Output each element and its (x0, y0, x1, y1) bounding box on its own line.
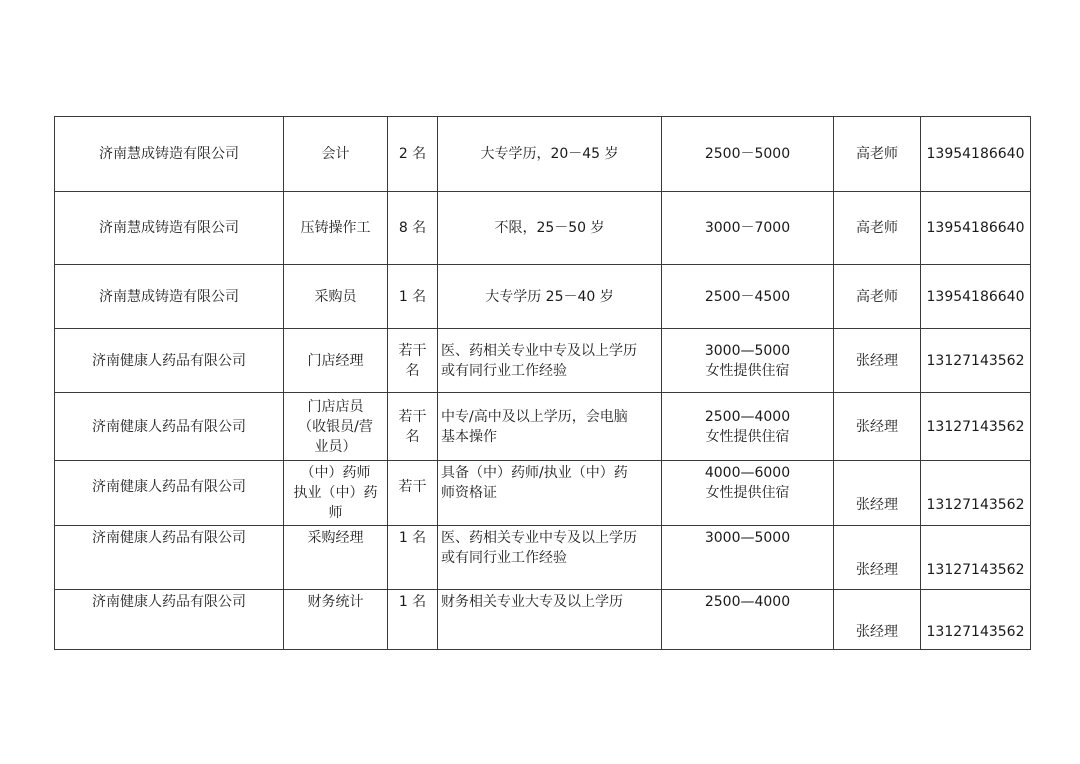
table-row (55, 393, 1031, 461)
requirements-cell: 大专学历 25－40 岁 (438, 265, 662, 329)
count-cell: 1 名 (388, 526, 438, 590)
company-cell: 济南健康人药品有限公司 (55, 461, 284, 526)
count-cell: 若干 (388, 461, 438, 526)
company-cell: 济南健康人药品有限公司 (55, 590, 284, 650)
salary-cell: 2500—4000 (662, 590, 834, 650)
salary-cell: 3000—5000 女性提供住宿 (662, 329, 834, 393)
contact-cell: 张经理 (834, 329, 921, 393)
salary-cell: 4000—6000 女性提供住宿 (662, 461, 834, 526)
phone-cell: 13127143562 (921, 393, 1031, 461)
company-cell: 济南慧成铸造有限公司 (55, 265, 284, 329)
phone-cell: 13954186640 (921, 192, 1031, 265)
count-cell: 2 名 (388, 117, 438, 192)
contact-cell: 高老师 (834, 117, 921, 192)
phone-cell: 13127143562 (921, 526, 1031, 590)
requirements-cell: 不限，25－50 岁 (438, 192, 662, 265)
company-cell: 济南慧成铸造有限公司 (55, 192, 284, 265)
requirements-cell: 大专学历，20－45 岁 (438, 117, 662, 192)
table-row (55, 461, 1031, 526)
phone-cell: 13127143562 (921, 590, 1031, 650)
requirements-cell: 医、药相关专业中专及以上学历 或有同行业工作经验 (438, 329, 662, 393)
contact-cell: 张经理 (834, 393, 921, 461)
contact-cell: 张经理 (834, 526, 921, 590)
salary-cell: 2500－5000 (662, 117, 834, 192)
table-row (55, 526, 1031, 590)
table-row (55, 192, 1031, 265)
count-cell: 1 名 (388, 590, 438, 650)
position-cell: 财务统计 (284, 590, 388, 650)
position-cell: 压铸操作工 (284, 192, 388, 265)
count-cell: 若干 名 (388, 393, 438, 461)
count-cell: 若干 名 (388, 329, 438, 393)
position-cell: 门店店员 （收银员/营 业员） (284, 393, 388, 461)
requirements-cell: 中专/高中及以上学历，会电脑 基本操作 (438, 393, 662, 461)
table-row (55, 329, 1031, 393)
job-listing-table (54, 116, 1031, 650)
contact-cell: 高老师 (834, 192, 921, 265)
contact-cell: 张经理 (834, 590, 921, 650)
count-cell: 8 名 (388, 192, 438, 265)
count-cell: 1 名 (388, 265, 438, 329)
company-cell: 济南健康人药品有限公司 (55, 393, 284, 461)
position-cell: 采购员 (284, 265, 388, 329)
requirements-cell: 具备（中）药师/执业（中）药 师资格证 (438, 461, 662, 526)
position-cell: （中）药师 执业（中）药 师 (284, 461, 388, 526)
company-cell: 济南健康人药品有限公司 (55, 329, 284, 393)
company-cell: 济南慧成铸造有限公司 (55, 117, 284, 192)
job-listing-sheet (54, 116, 1030, 650)
position-cell: 门店经理 (284, 329, 388, 393)
salary-cell: 2500－4500 (662, 265, 834, 329)
phone-cell: 13127143562 (921, 329, 1031, 393)
table-row (55, 265, 1031, 329)
phone-cell: 13127143562 (921, 461, 1031, 526)
company-cell: 济南健康人药品有限公司 (55, 526, 284, 590)
salary-cell: 3000—5000 (662, 526, 834, 590)
contact-cell: 张经理 (834, 461, 921, 526)
phone-cell: 13954186640 (921, 265, 1031, 329)
salary-cell: 2500—4000 女性提供住宿 (662, 393, 834, 461)
table-row (55, 117, 1031, 192)
table-row (55, 590, 1031, 650)
requirements-cell: 财务相关专业大专及以上学历 (438, 590, 662, 650)
contact-cell: 高老师 (834, 265, 921, 329)
requirements-cell: 医、药相关专业中专及以上学历 或有同行业工作经验 (438, 526, 662, 590)
phone-cell: 13954186640 (921, 117, 1031, 192)
salary-cell: 3000－7000 (662, 192, 834, 265)
position-cell: 会计 (284, 117, 388, 192)
position-cell: 采购经理 (284, 526, 388, 590)
